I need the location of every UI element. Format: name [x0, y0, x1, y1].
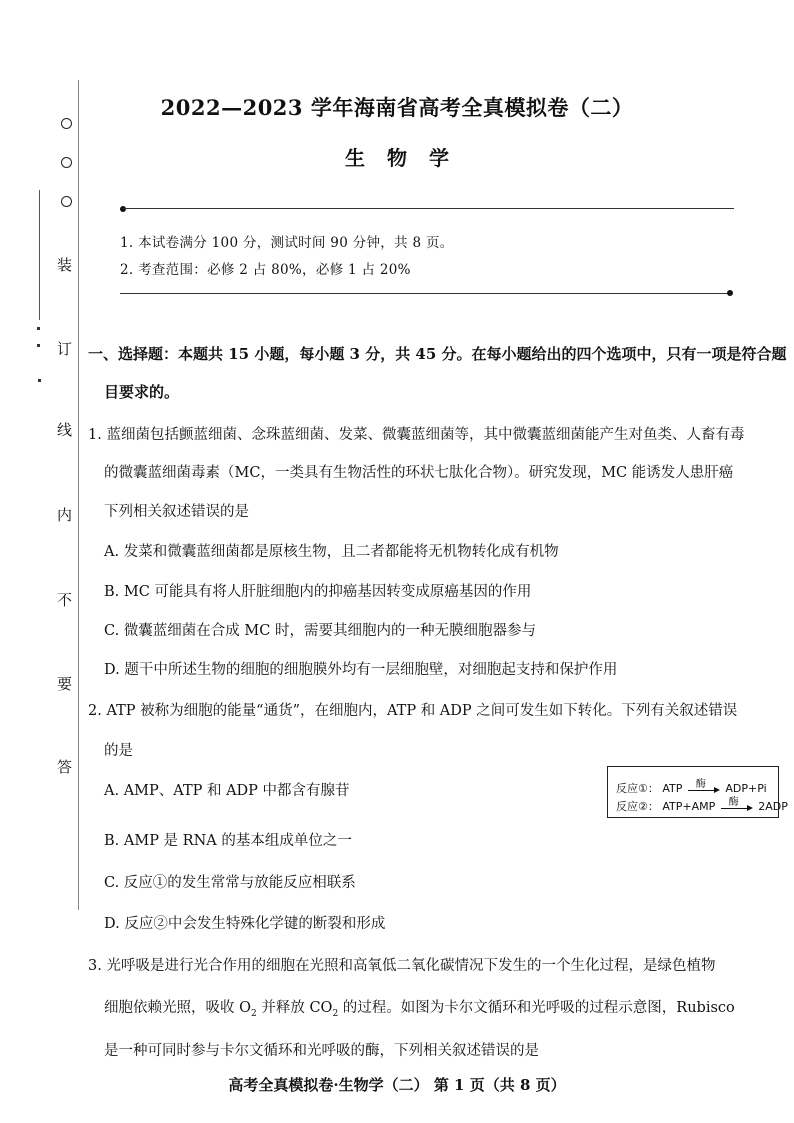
question-stem: 2. ATP 被称为细胞的能量“通货”，在细胞内，ATP 和 ADP 之间可发生如下转化。下列有关叙述错误 [88, 703, 738, 719]
subscript: 2 [251, 1008, 257, 1019]
section-heading: 一、选择题：本题共 15 小题，每小题 3 分，共 45 分。在每小题给出的四个选项中，只有一项是符合题 [88, 345, 787, 363]
reaction-2 [616, 798, 788, 814]
margin-rule [39, 190, 40, 320]
question-stem: 的微囊蓝细菌毒素（MC，一类具有生物活性的环状七肽化合物）。研究发现，MC 能诱发人患肝癌 [104, 465, 734, 481]
margin-char: 答 [57, 758, 73, 776]
reactant: ATP [662, 782, 683, 795]
reaction-1 [616, 780, 767, 796]
margin-mark [37, 327, 40, 330]
exam-subject: 生物学 [345, 146, 471, 170]
option-c: C. 微囊蓝细菌在合成 MC 时，需要其细胞内的一种无膜细胞器参与 [104, 623, 536, 639]
exam-note: 1. 本试卷满分 100 分，测试时间 90 分钟，共 8 页。 [120, 235, 454, 251]
top-rule [123, 208, 734, 209]
enzyme-label: 酶 [728, 797, 739, 808]
bottom-rule [120, 293, 730, 294]
margin-char: 订 [57, 340, 73, 358]
option-d: D. 反应②中会发生特殊化学键的断裂和形成 [104, 916, 386, 932]
reactant: ATP+AMP [662, 800, 716, 813]
rule-dot [727, 290, 733, 296]
subscript: 2 [332, 1008, 339, 1019]
reaction-label: 反应②： [616, 800, 659, 813]
reaction-label: 反应①： [616, 782, 659, 795]
margin-char: 不 [57, 591, 73, 609]
margin-char: 装 [57, 256, 73, 274]
rule-dot [120, 206, 126, 212]
question-stem: 是一种可同时参与卡尔文循环和光呼吸的酶，下列相关叙述错误的是 [104, 1043, 539, 1059]
arrow-icon [688, 779, 720, 794]
margin-circle [61, 196, 72, 207]
margin-char: 要 [57, 675, 73, 693]
stem-text: 并释放 CO [256, 1000, 333, 1016]
exam-note: 2. 考查范围：必修 2 占 80%，必修 1 占 20% [120, 262, 411, 278]
margin-mark [37, 344, 40, 347]
option-d: D. 题干中所述生物的细胞的细胞膜外均有一层细胞壁，对细胞起支持和保护作用 [104, 662, 618, 678]
margin-rule [78, 80, 79, 910]
stem-text: 细胞依赖光照，吸收 O [104, 1000, 251, 1016]
page-footer: 高考全真模拟卷·生物学（二） 第 1 页（共 8 页） [228, 1076, 566, 1094]
option-b: B. AMP 是 RNA 的基本组成单位之一 [104, 833, 352, 849]
enzyme-label: 酶 [695, 779, 706, 790]
question-stem: 下列相关叙述错误的是 [104, 504, 249, 520]
arrow-icon [721, 797, 753, 812]
product: ADP+Pi [725, 782, 767, 795]
margin-mark [38, 379, 41, 382]
question-stem [104, 996, 735, 1019]
reaction-box [607, 766, 788, 818]
question-stem: 1. 蓝细菌包括颤蓝细菌、念珠蓝细菌、发菜、微囊蓝细菌等，其中微囊蓝细菌能产生对鱼类、人畜有毒 [88, 427, 745, 443]
margin-char: 内 [57, 506, 73, 524]
option-a: A. AMP、ATP 和 ADP 中都含有腺苷 [104, 783, 350, 799]
question-stem: 3. 光呼吸是进行光合作用的细胞在光照和高氧低二氧化碳情况下发生的一个生化过程，是绿色植物 [88, 958, 716, 974]
option-c: C. 反应①的发生常常与放能反应相联系 [104, 875, 356, 891]
exam-title: 2022—2023 学年海南省高考全真模拟卷（二） [160, 95, 634, 120]
product: 2ADP [758, 800, 788, 813]
question-stem: 的是 [104, 743, 133, 759]
margin-char: 线 [57, 421, 73, 439]
option-b: B. MC 可能具有将人肝脏细胞内的抑癌基因转变成原癌基因的作用 [104, 584, 532, 600]
option-a: A. 发菜和微囊蓝细菌都是原核生物，且二者都能将无机物转化成有机物 [104, 544, 559, 560]
stem-text: 的过程。如图为卡尔文循环和光呼吸的过程示意图，Rubisco [338, 1000, 735, 1016]
section-heading-cont: 目要求的。 [104, 383, 180, 401]
